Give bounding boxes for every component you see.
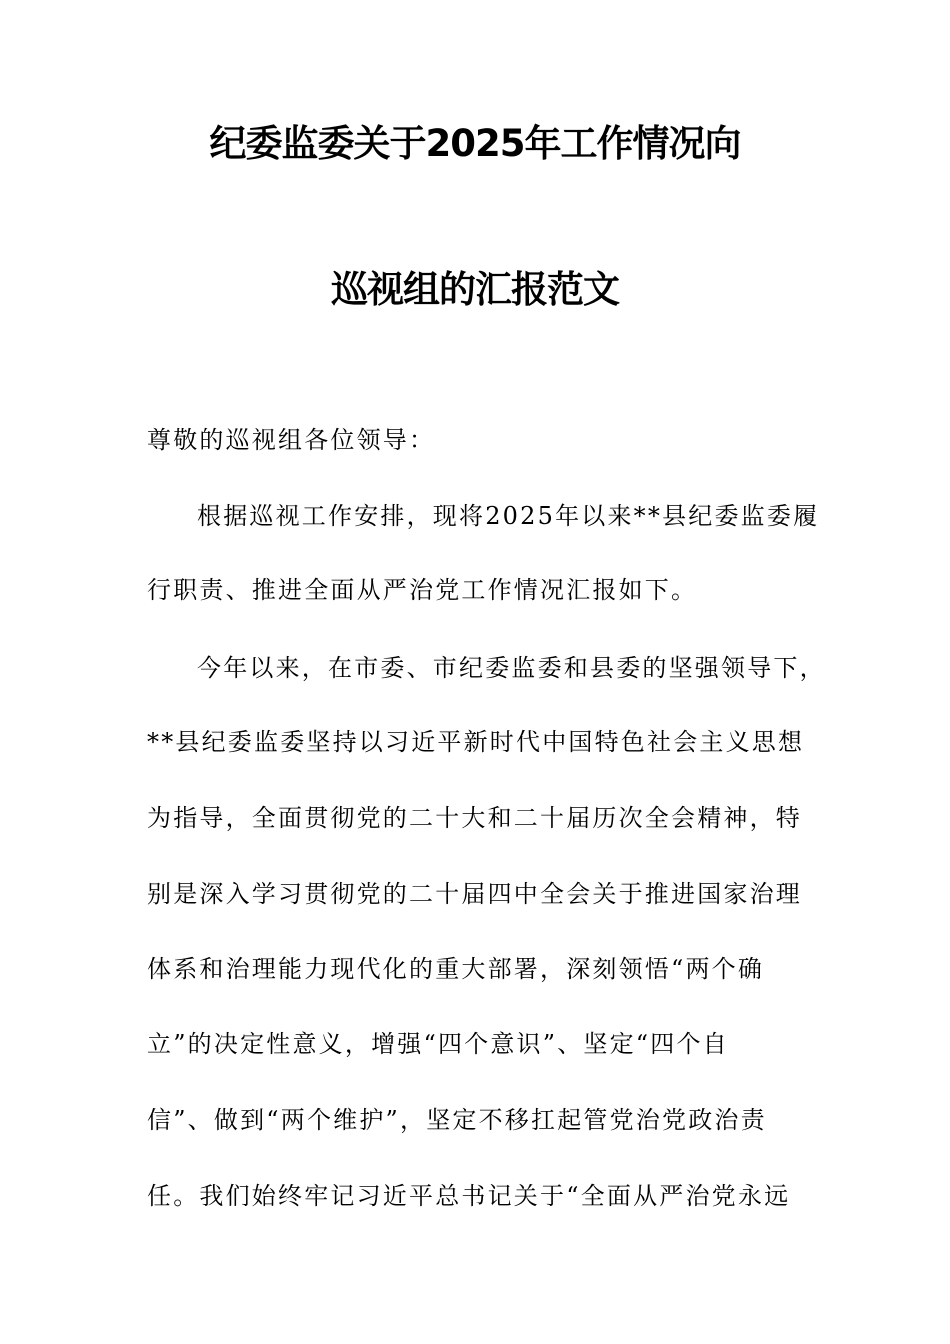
paragraph-line: 别是深入学习贯彻党的二十届四中全会关于推进国家治理 [147,880,802,908]
paragraph-line: 行职责、推进全面从严治党工作情况汇报如下。 [147,576,698,604]
document-title-line-2: 巡视组的汇报范文 [331,268,619,311]
paragraph-line: 根据巡视工作安排，现将2025年以来**县纪委监委履 [197,502,820,530]
paragraph-line: **县纪委监委坚持以习近平新时代中国特色社会主义思想 [147,728,805,756]
paragraph-line: 为指导，全面贯彻党的二十大和二十届历次全会精神，特 [147,804,802,832]
paragraph-line: 信”、做到“两个维护”，坚定不移扛起管党治党政治责 [147,1106,767,1134]
paragraph-line: 立”的决定性意义，增强“四个意识”、坚定“四个自 [147,1030,729,1058]
document-title-line-1: 纪委监委关于2025年工作情况向 [209,122,741,165]
salutation: 尊敬的巡视组各位领导： [147,426,436,454]
paragraph-line: 今年以来，在市委、市纪委监委和县委的坚强领导下， [197,654,826,682]
paragraph-line: 任。我们始终牢记习近平总书记关于“全面从严治党永远 [147,1182,791,1210]
paragraph-line: 体系和治理能力现代化的重大部署，深刻领悟“两个确 [147,955,765,983]
